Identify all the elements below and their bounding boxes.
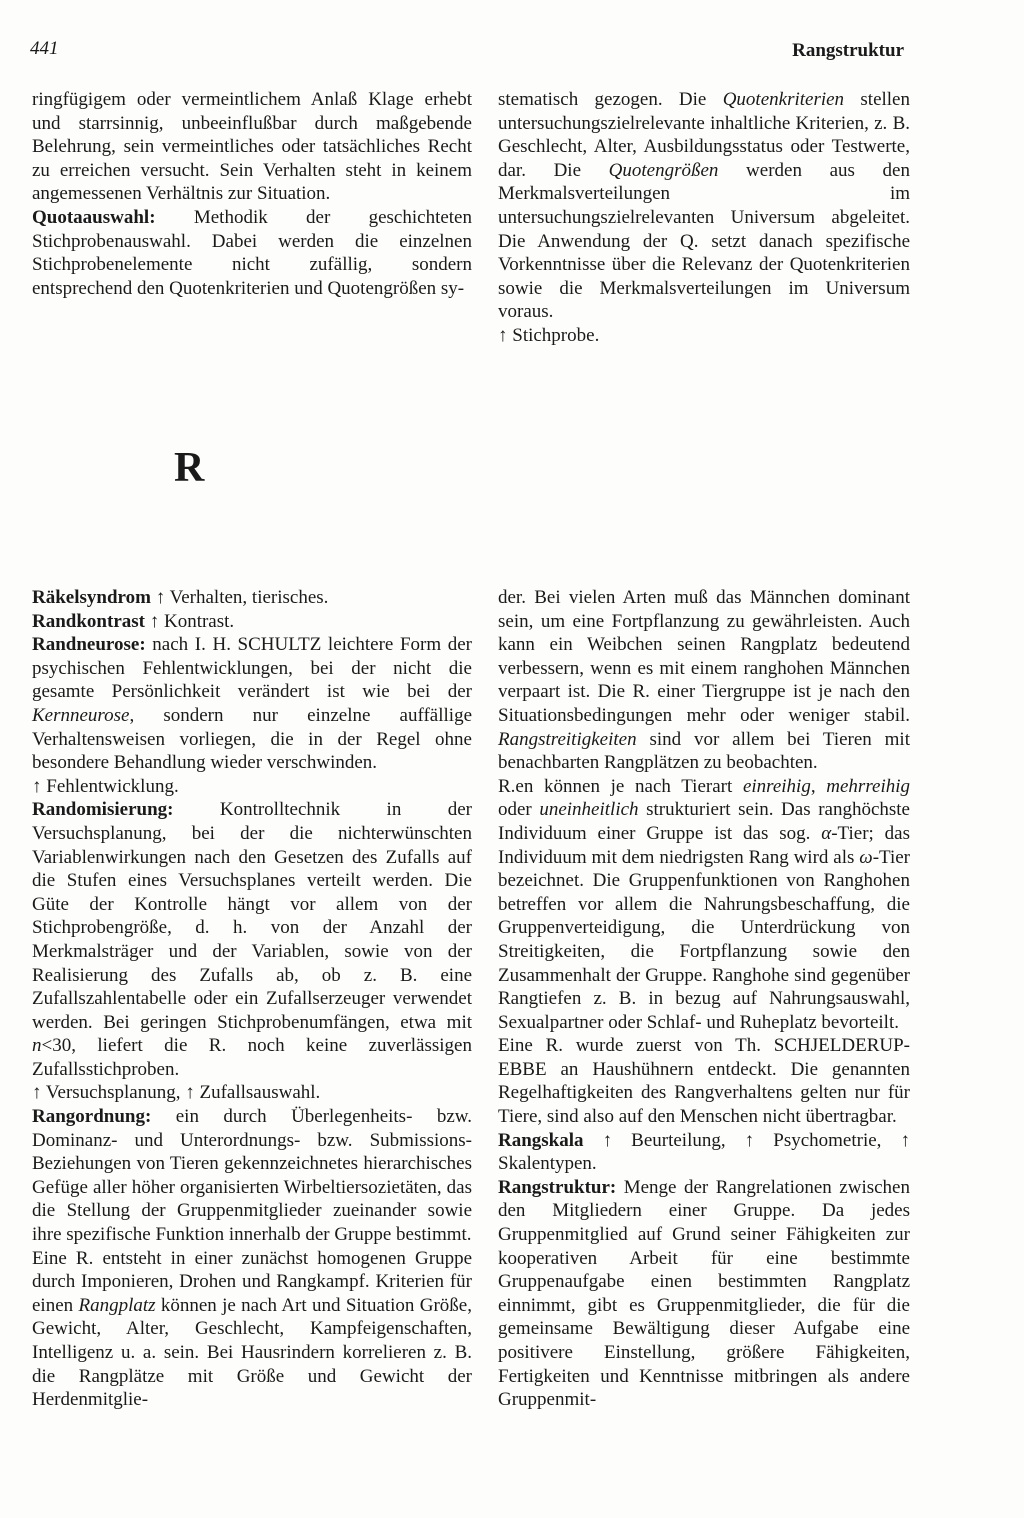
entry-quotaauswahl bbox=[32, 206, 472, 300]
text-run: stellen untersuchungszielrelevante inhaltliche Kriterien, z. B. Geschlecht, Alter, Ausbildungsstatus oder Testwerte, dar. Die bbox=[498, 89, 910, 181]
text-run: nach I. H. SCHULTZ leichtere Form der psychischen Fehlentwicklungen, bei der nicht die gesamte Persönlichkeit verändert ist wie bei der bbox=[32, 634, 472, 703]
text-run: können je nach Art und Situation Größe, Gewicht, Alter, Geschlecht, Kampfeigenschaften, Intelligenz u. a. sein. Bei Hausrindern korrelieren z. B. die Rangplätze mit Größe und Gewicht der Herdenmitglie- bbox=[32, 1294, 472, 1411]
cross-reference: ↑ Beurteilung, ↑ Psychometrie, ↑ Skalentypen. bbox=[498, 1129, 910, 1175]
italic-term: Kernneurose bbox=[32, 704, 130, 726]
italic-term: Rangstreitigkeiten bbox=[498, 728, 637, 750]
cross-reference: ↑ Fehlentwicklung. bbox=[32, 775, 179, 797]
cross-reference: ↑ Versuchsplanung, ↑ Zufallsauswahl. bbox=[32, 1082, 321, 1104]
entry-rangskala bbox=[498, 1129, 910, 1176]
text-run: R.en können je nach Tierart bbox=[498, 775, 743, 797]
entry-randneurose bbox=[32, 633, 472, 775]
entry-term: Randkontrast bbox=[32, 610, 145, 632]
text-run: <30, liefert die R. noch keine zuverlässigen Zufallsstichproben. bbox=[32, 1035, 472, 1080]
cross-reference: ↑ Verhalten, tierisches. bbox=[150, 587, 329, 608]
text-run: werden aus den Merkmalsverteilungen im untersuchungszielrelevanten Universum abgeleitet. Die Anwendung der Q. setzt danach spezifische Vorkenntnisse über die Relevanz der Quotenkriterien sowie die Merkmalsverteilungen im Universum voraus. bbox=[498, 159, 910, 323]
continued-entry-text bbox=[498, 88, 910, 324]
entry-paragraph bbox=[32, 1247, 472, 1412]
text-run: oder bbox=[498, 799, 540, 821]
text-run: Kontrolltechnik in der Versuchsplanung, bei der die nichterwünschten Variablenwirkungen nach den Gesetzen des Zufalls auf die Stufen eines Versuchsplanes verteilt werden. Die Güte der Kontrolle hängt vor allem von der Stichprobengröße, d. h. von der Anzahl der Merkmalsträger und der Variablen, sowie von der Realisierung des Zufalls ab, ob z. B. eine Zufallszahlentabelle oder ein Zufallserzeuger verwendet werden. Bei geringen Stichprobenumfängen, etwa mit bbox=[32, 799, 472, 1033]
entry-paragraph bbox=[498, 586, 910, 775]
italic-term: Quotenkriterien bbox=[722, 89, 845, 110]
entry-term: Räkelsyndrom bbox=[32, 587, 151, 608]
entry-rangstruktur bbox=[498, 1176, 910, 1412]
text-run: -Tier bezeichnet. Die Gruppenfunktionen von Ranghohen betreffen vor allem die Nahrungsbeschaffung, die Gruppenverteidigung, die Unterdrückung von Streitigkeiten, die Fortpflanzung sowie den Zusammenhalt der Gruppe. Ranghohe sind gegenüber Rangtiefen z. B. in bezug auf Nahrungsauswahl, Sexualpartner oder Schlaf- und Ruheplatz bevorteilt. bbox=[498, 846, 910, 1033]
bottom-left-column bbox=[32, 586, 472, 1412]
cross-reference: ↑ Kontrast. bbox=[144, 610, 235, 632]
entry-term: Rangskala bbox=[498, 1129, 584, 1151]
entry-definition: ein durch Überlegenheits- bzw. Dominanz- und Unterordnungs- bzw. Submissions-Beziehungen von Tieren gekennzeichnetes hierarchisches Gefüge aller höher organisierten Wirbeltiersozietäten, das die Stellung der Gruppenmitglieder zueinander sowie ihre spezifische Funktion innerhalb der Gruppe bestimmt. bbox=[32, 1106, 472, 1246]
entry-paragraph: Eine R. wurde zuerst von Th. SCHJELDERUP-EBBE an Haushühnern entdeckt. Die genannten Regelhaftigkeiten des Rangverhaltens gelten nur für Tiere, sind also auf den Menschen nicht übertragbar. bbox=[498, 1035, 910, 1128]
italic-term: einreihig bbox=[742, 775, 811, 797]
italic-term: mehrreihig bbox=[826, 775, 911, 797]
greek-symbol: α bbox=[821, 822, 832, 844]
bottom-right-column bbox=[498, 586, 910, 1412]
entry-randomisierung bbox=[32, 798, 472, 1081]
text-run: , bbox=[810, 775, 827, 797]
page-number: 441 bbox=[30, 38, 59, 59]
greek-symbol: ω bbox=[859, 846, 873, 868]
cross-reference: ↑ Stichprobe. bbox=[498, 324, 600, 346]
italic-term: n bbox=[32, 1035, 42, 1057]
top-left-column bbox=[32, 88, 472, 300]
italic-term: Quotengrößen bbox=[608, 159, 719, 181]
text-run: strukturiert sein. Das ranghöchste Individuum einer Gruppe ist das sog. bbox=[498, 799, 910, 844]
entry-definition: Methodik der geschichteten Stichprobenauswahl. Dabei werden die einzelnen Stichprobenelemente nicht zufällig, sondern entsprechend den Quotenkriterien und Quotengrößen sy- bbox=[32, 206, 472, 299]
entry-definition: Menge der Rangrelationen zwischen den Mitgliedern einer Gruppe. Da jedes Gruppenmitglied auf Grund seiner Fähigkeiten zur kooperativen Arbeit für eine bestimmte Gruppenaufgabe einen bestimmten Rangplatz einnimmt, gibt es Gruppenmitglieder, die für die gemeinsame Bewältigung dieser Aufgabe eine positivere Einstellung, größere Fähigkeiten, Fertigkeiten und Kenntnisse mitbringen als andere Gruppenmit- bbox=[498, 1176, 910, 1411]
entry-paragraph bbox=[498, 775, 910, 1035]
text-run: sind vor allem bei Tieren mit benachbarten Rangplätzen zu beobachten. bbox=[498, 728, 910, 774]
entry-term: Rangordnung: bbox=[32, 1106, 152, 1128]
continued-entry-text: ringfügigem oder vermeintlichem Anlaß Klage erhebt und starrsinnig, unbeeinflußbar durch maßgebende Belehrung, sein vermeintliches oder tatsächliches Recht zu erreichen versucht. Sein Verhalten steht in keinem angemessenen Verhältnis zur Situation. bbox=[32, 89, 472, 205]
text-run: stematisch gezogen. Die bbox=[498, 89, 723, 110]
running-title: Rangstruktur bbox=[792, 40, 904, 61]
entry-term: Randomisierung: bbox=[32, 799, 174, 821]
italic-term: Rangplatz bbox=[78, 1294, 156, 1316]
text-run: -Tier; das Individuum mit dem niedrigsten Rang wird als bbox=[498, 822, 910, 868]
entry-term: Rangstruktur: bbox=[498, 1176, 617, 1198]
entry-term: Quotaauswahl: bbox=[32, 206, 156, 228]
entry-raekelsyndrom bbox=[32, 586, 472, 610]
italic-term: uneinheitlich bbox=[539, 799, 639, 821]
entry-term: Randneurose: bbox=[32, 634, 146, 656]
text-run: , sondern nur einzelne auffällige Verhaltensweisen vorliegen, die in der Regel ohne besondere Behandlung wieder verschwinden. bbox=[32, 704, 472, 774]
text-run: der. Bei vielen Arten muß das Männchen dominant sein, um eine Fortpflanzung zu gewährleisten. Auch kann ein Weibchen seinen Rangplatz bedeutend verbessern, wenn es mit einem ranghohen Männchen verpaart ist. Die R. einer Tiergruppe ist je nach den Situationsbedingungen mehr oder weniger stabil. bbox=[498, 587, 910, 726]
entry-rangordnung bbox=[32, 1105, 472, 1247]
top-right-column bbox=[498, 88, 910, 348]
text-run: Eine R. entsteht in einer zunächst homogenen Gruppe durch Imponieren, Drohen und Rangkampf. Kriterien für einen bbox=[32, 1247, 472, 1316]
section-letter: R bbox=[174, 445, 205, 491]
entry-randkontrast bbox=[32, 610, 472, 634]
